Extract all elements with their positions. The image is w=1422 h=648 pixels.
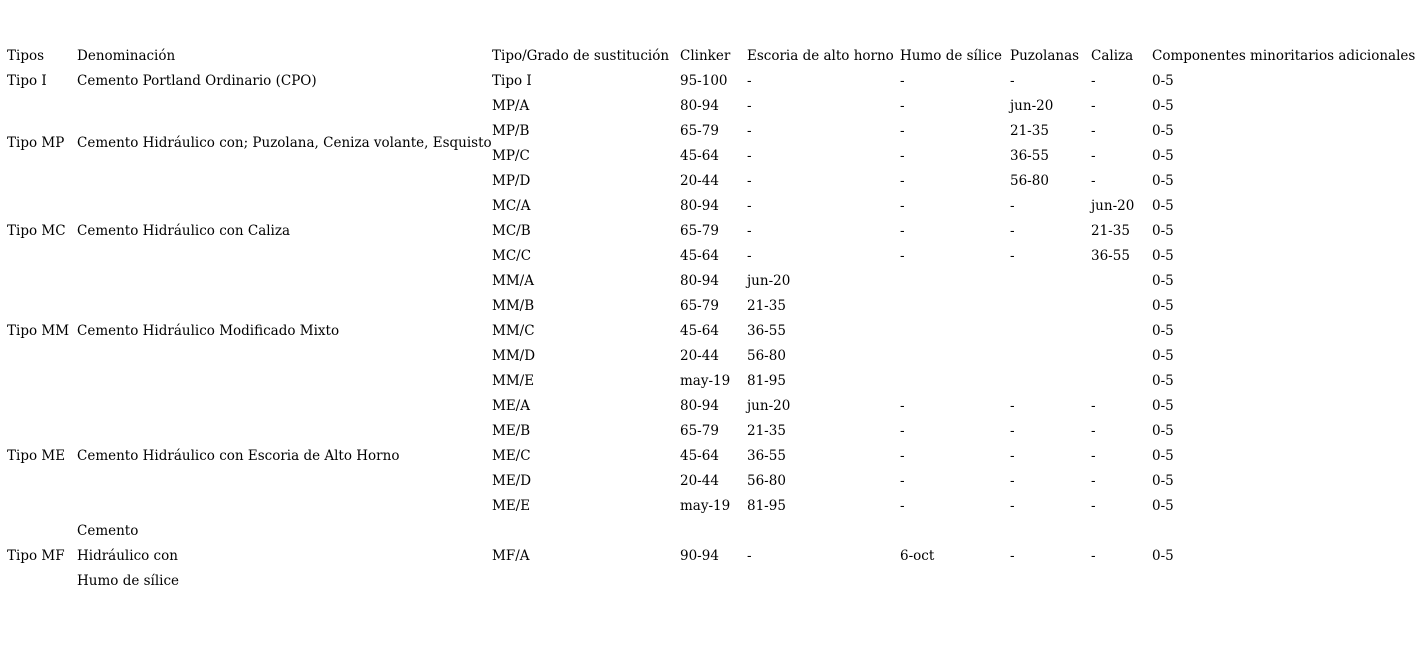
- header-humo: Humo de sílice: [900, 48, 1003, 64]
- cell-grado: Tipo I: [492, 73, 532, 89]
- cell-humo: -: [900, 448, 905, 464]
- cell-caliza: -: [1091, 398, 1096, 414]
- cell-grado: MP/A: [492, 98, 530, 114]
- header-escoria: Escoria de alto horno: [747, 48, 894, 64]
- cell-escoria: 36-55: [747, 448, 786, 464]
- cell-minoritarios: 0-5: [1152, 323, 1174, 339]
- cell-grado: ME/B: [492, 423, 531, 439]
- cell-clinker: 45-64: [680, 323, 719, 339]
- cell-minoritarios: 0-5: [1152, 473, 1174, 489]
- cell-puzolanas: 56-80: [1010, 173, 1049, 189]
- cell-escoria: -: [747, 98, 752, 114]
- group-tipo: Tipo I: [7, 73, 47, 89]
- cell-humo: -: [900, 73, 905, 89]
- cell-clinker: 80-94: [680, 398, 719, 414]
- cell-caliza: -: [1091, 173, 1096, 189]
- cell-grado: MC/B: [492, 223, 531, 239]
- cell-minoritarios: 0-5: [1152, 548, 1174, 564]
- cell-humo: -: [900, 123, 905, 139]
- header-minoritarios: Componentes minoritarios adicionales: [1152, 48, 1416, 64]
- group-denominacion: Cemento Portland Ordinario (CPO): [77, 73, 317, 89]
- group-denominacion-line: Cemento: [77, 523, 139, 539]
- cell-escoria: 21-35: [747, 423, 786, 439]
- cell-clinker: may-19: [680, 498, 731, 514]
- cell-clinker: 65-79: [680, 423, 719, 439]
- cell-grado: MP/C: [492, 148, 530, 164]
- cell-humo: -: [900, 248, 905, 264]
- cell-minoritarios: 0-5: [1152, 498, 1174, 514]
- cell-humo: -: [900, 398, 905, 414]
- cell-caliza: -: [1091, 423, 1096, 439]
- group-denominacion: Cemento Hidráulico con Escoria de Alto Horno: [77, 448, 400, 464]
- cell-puzolanas: -: [1010, 398, 1015, 414]
- cell-humo: -: [900, 148, 905, 164]
- cell-escoria: 56-80: [747, 473, 786, 489]
- header-caliza: Caliza: [1091, 48, 1134, 64]
- cell-minoritarios: 0-5: [1152, 123, 1174, 139]
- cell-clinker: 45-64: [680, 148, 719, 164]
- cell-escoria: -: [747, 148, 752, 164]
- group-denominacion: Cemento Hidráulico con Caliza: [77, 223, 291, 239]
- cell-minoritarios: 0-5: [1152, 448, 1174, 464]
- cell-humo: -: [900, 423, 905, 439]
- cell-caliza: 21-35: [1091, 223, 1130, 239]
- cell-clinker: 20-44: [680, 348, 719, 364]
- cell-escoria: -: [747, 123, 752, 139]
- group-denominacion-line: Humo de sílice: [77, 573, 180, 589]
- cell-minoritarios: 0-5: [1152, 223, 1174, 239]
- cell-humo: -: [900, 98, 905, 114]
- cell-minoritarios: 0-5: [1152, 298, 1174, 314]
- cell-escoria: -: [747, 548, 752, 564]
- cell-minoritarios: 0-5: [1152, 148, 1174, 164]
- cell-clinker: 20-44: [680, 473, 719, 489]
- cell-puzolanas: -: [1010, 423, 1015, 439]
- cell-caliza: 36-55: [1091, 248, 1130, 264]
- cell-clinker: 80-94: [680, 198, 719, 214]
- group-denominacion: Cemento Hidráulico Modificado Mixto: [77, 323, 340, 339]
- cell-grado: MC/C: [492, 248, 532, 264]
- cell-clinker: 65-79: [680, 223, 719, 239]
- cell-clinker: may-19: [680, 373, 731, 389]
- header-tipos: Tipos: [7, 48, 45, 64]
- cell-puzolanas: -: [1010, 198, 1015, 214]
- group-denominacion: Cemento Hidráulico con; Puzolana, Ceniza volante, Esquisto: [77, 135, 492, 151]
- group-tipo: Tipo MM: [7, 323, 70, 339]
- cell-grado: ME/A: [492, 398, 530, 414]
- cell-puzolanas: -: [1010, 73, 1015, 89]
- cell-caliza: -: [1091, 548, 1096, 564]
- cell-grado: MM/A: [492, 273, 534, 289]
- cell-escoria: 81-95: [747, 373, 786, 389]
- cell-humo: 6-oct: [900, 548, 935, 564]
- group-denominacion-line: Hidráulico con: [77, 548, 178, 564]
- cell-caliza: -: [1091, 473, 1096, 489]
- cell-humo: -: [900, 473, 905, 489]
- cell-clinker: 95-100: [680, 73, 728, 89]
- header-puzolanas: Puzolanas: [1010, 48, 1080, 64]
- cell-humo: -: [900, 498, 905, 514]
- cell-minoritarios: 0-5: [1152, 423, 1174, 439]
- cell-caliza: -: [1091, 123, 1096, 139]
- cell-grado: MM/E: [492, 373, 535, 389]
- cell-minoritarios: 0-5: [1152, 248, 1174, 264]
- cell-escoria: jun-20: [747, 398, 791, 414]
- cell-puzolanas: -: [1010, 448, 1015, 464]
- cell-caliza: jun-20: [1091, 198, 1135, 214]
- cell-humo: -: [900, 223, 905, 239]
- cell-grado: MF/A: [492, 548, 530, 564]
- cell-puzolanas: -: [1010, 548, 1015, 564]
- group-tipo: Tipo MC: [7, 223, 66, 239]
- cell-escoria: 21-35: [747, 298, 786, 314]
- cell-puzolanas: -: [1010, 498, 1015, 514]
- cell-minoritarios: 0-5: [1152, 273, 1174, 289]
- cell-minoritarios: 0-5: [1152, 348, 1174, 364]
- cell-escoria: jun-20: [747, 273, 791, 289]
- cell-clinker: 90-94: [680, 548, 719, 564]
- cell-puzolanas: -: [1010, 248, 1015, 264]
- cell-escoria: -: [747, 223, 752, 239]
- group-tipo: Tipo MF: [7, 548, 65, 564]
- cell-caliza: -: [1091, 148, 1096, 164]
- cell-grado: ME/D: [492, 473, 532, 489]
- cell-minoritarios: 0-5: [1152, 98, 1174, 114]
- cell-minoritarios: 0-5: [1152, 198, 1174, 214]
- cell-minoritarios: 0-5: [1152, 398, 1174, 414]
- cell-escoria: 81-95: [747, 498, 786, 514]
- cell-minoritarios: 0-5: [1152, 73, 1174, 89]
- cell-escoria: -: [747, 173, 752, 189]
- cell-escoria: 36-55: [747, 323, 786, 339]
- cell-minoritarios: 0-5: [1152, 173, 1174, 189]
- cell-puzolanas: 36-55: [1010, 148, 1049, 164]
- header-denominacion: Denominación: [77, 48, 176, 64]
- cell-grado: MM/B: [492, 298, 535, 314]
- cell-grado: ME/C: [492, 448, 531, 464]
- cell-escoria: -: [747, 198, 752, 214]
- header-grado: Tipo/Grado de sustitución: [492, 48, 670, 64]
- cell-caliza: -: [1091, 98, 1096, 114]
- cell-clinker: 20-44: [680, 173, 719, 189]
- cell-clinker: 65-79: [680, 298, 719, 314]
- cell-clinker: 80-94: [680, 98, 719, 114]
- cell-clinker: 45-64: [680, 448, 719, 464]
- cell-grado: MP/B: [492, 123, 530, 139]
- cell-puzolanas: jun-20: [1010, 98, 1054, 114]
- cell-humo: -: [900, 198, 905, 214]
- cell-clinker: 80-94: [680, 273, 719, 289]
- group-tipo: Tipo MP: [7, 135, 65, 151]
- group-tipo: Tipo ME: [7, 448, 66, 464]
- cell-humo: -: [900, 173, 905, 189]
- cell-minoritarios: 0-5: [1152, 373, 1174, 389]
- cell-puzolanas: -: [1010, 473, 1015, 489]
- cell-escoria: -: [747, 73, 752, 89]
- cell-puzolanas: 21-35: [1010, 123, 1049, 139]
- cell-grado: MP/D: [492, 173, 531, 189]
- cell-clinker: 65-79: [680, 123, 719, 139]
- cell-caliza: -: [1091, 448, 1096, 464]
- cell-caliza: -: [1091, 498, 1096, 514]
- header-clinker: Clinker: [680, 48, 731, 64]
- cell-caliza: -: [1091, 73, 1096, 89]
- cell-grado: MM/D: [492, 348, 536, 364]
- cell-escoria: -: [747, 248, 752, 264]
- cell-grado: MM/C: [492, 323, 535, 339]
- cell-puzolanas: -: [1010, 223, 1015, 239]
- cell-escoria: 56-80: [747, 348, 786, 364]
- cell-grado: ME/E: [492, 498, 531, 514]
- cell-grado: MC/A: [492, 198, 531, 214]
- cell-clinker: 45-64: [680, 248, 719, 264]
